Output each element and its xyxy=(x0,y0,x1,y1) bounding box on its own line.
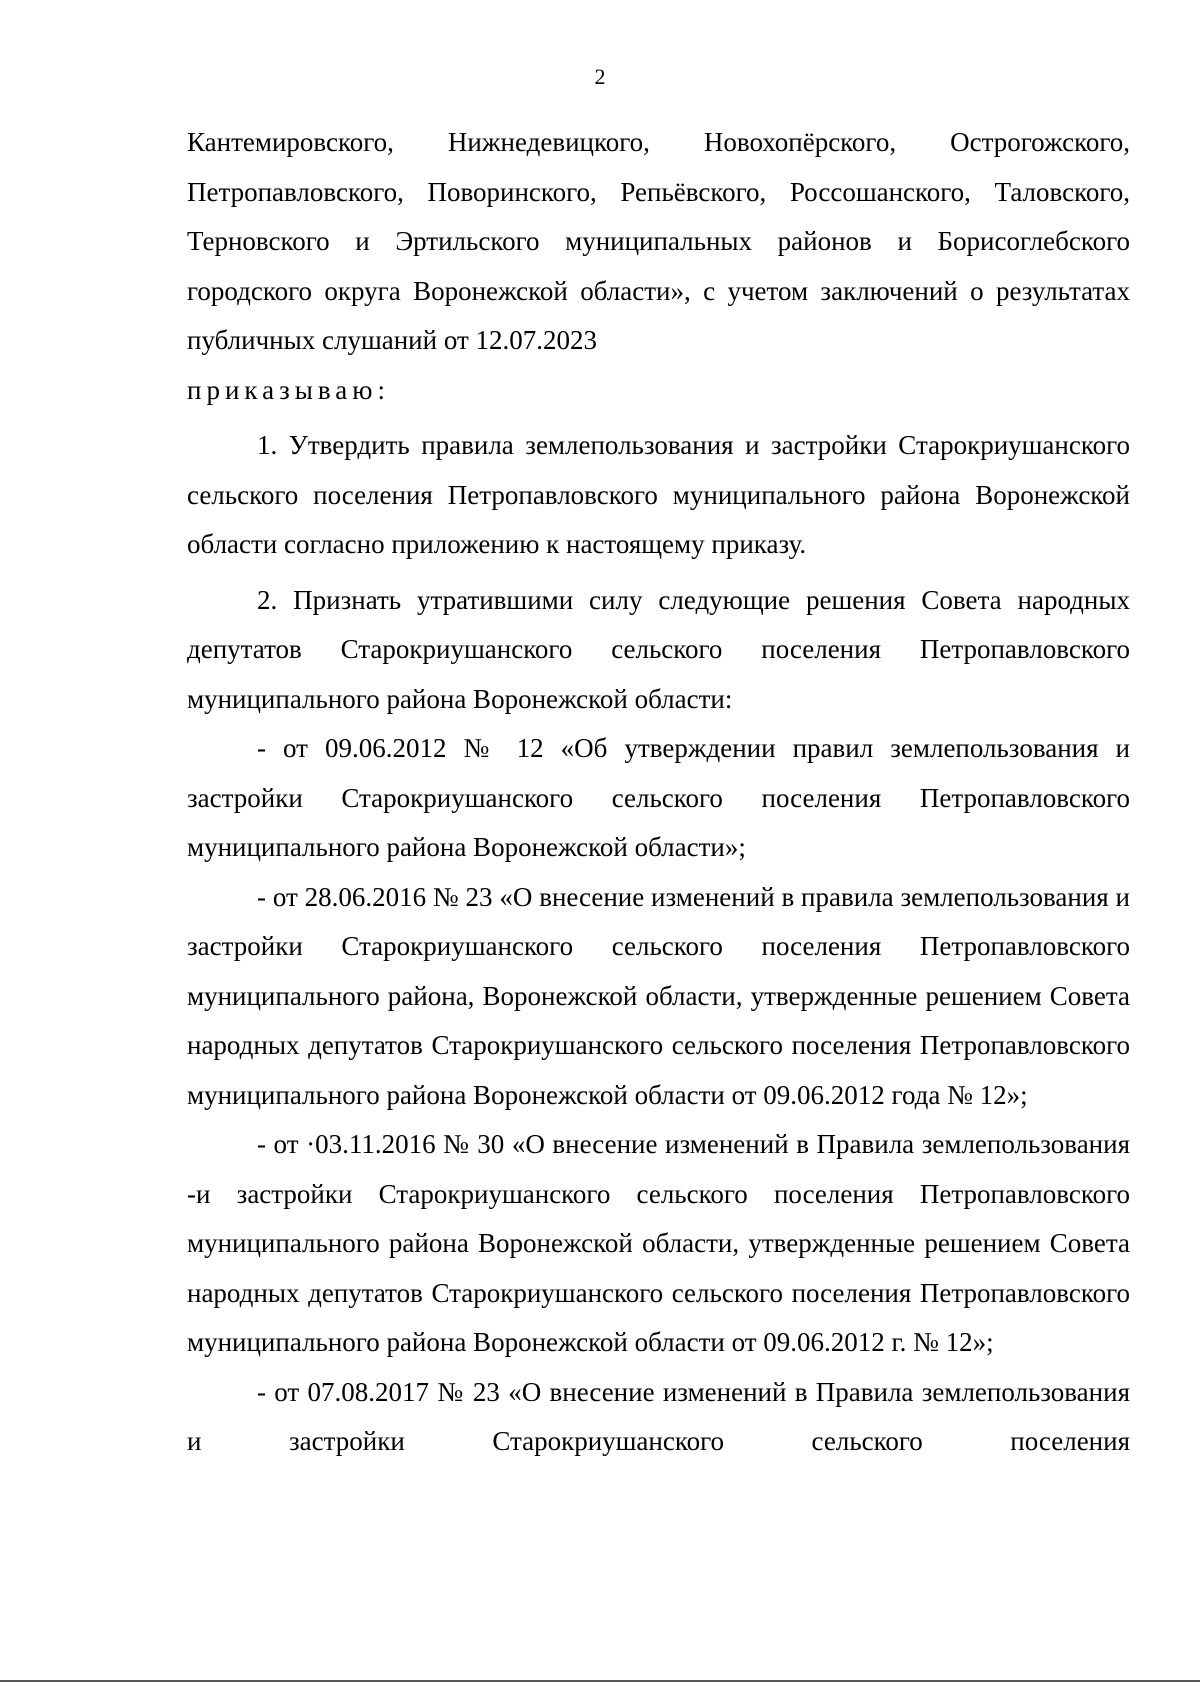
repealed-decision-4: - от 07.08.2017 № 23 «О внесение изменений в Правила землепользования и застройки Старокриушанского сельского поселения xyxy=(187,1376,1130,1456)
order-word: приказываю: xyxy=(187,374,390,405)
clause-1: 1. Утвердить правила землепользования и застройки Старокриушанского сельского поселения Петропавловского муниципального района Воронежской области согласно приложению к настоящему приказу. xyxy=(187,430,1130,559)
intro-paragraph: Кантемировского, Нижнедевицкого, Новохопёрского, Острогожского, Петропавловского, Поворинского, Репьёвского, Россошанского, Таловского, Терновского и Эртильского муниципальных районов и Борисоглебского городского округа Воронежской области», с учетом заключений о результатах публичных слушаний от 12.07.2023 xyxy=(187,127,1130,355)
page-number: 2 xyxy=(594,64,606,89)
repealed-decision-2: - от 28.06.2016 № 23 «О внесение изменений в правила землепользования и застройки Старокриушанского сельского поселения Петропавловского муниципального района, Воронежской области, утвержденные решением Совета народных депутатов Старокриушанского сельского поселения Петропавловского муниципального района Воронежской области от 09.06.2012 года № 12»; xyxy=(187,881,1130,1110)
repealed-decision-1: - от 09.06.2012 № 12 «Об утверждении правил землепользования и застройки Старокриушанского сельского поселения Петропавловского муниципального района Воронежской области»; xyxy=(187,733,1130,862)
scan-bottom-edge xyxy=(0,1680,1200,1682)
repealed-decision-3: - от ·03.11.2016 № 30 «О внесение изменений в Правила землепользования -и застройки Старокриушанского сельского поселения Петропавловского муниципального района Воронежской области, утвержденные решением Совета народных депутатов Старокриушанского сельского поселения Петропавловского муниципального района Воронежской области от 09.06.2012 г. № 12»; xyxy=(187,1129,1130,1357)
clause-2: 2. Признать утратившими силу следующие решения Совета народных депутатов Старокриушанского сельского поселения Петропавловского муниципального района Воронежской области: xyxy=(187,584,1130,714)
document-body xyxy=(187,118,1130,1467)
